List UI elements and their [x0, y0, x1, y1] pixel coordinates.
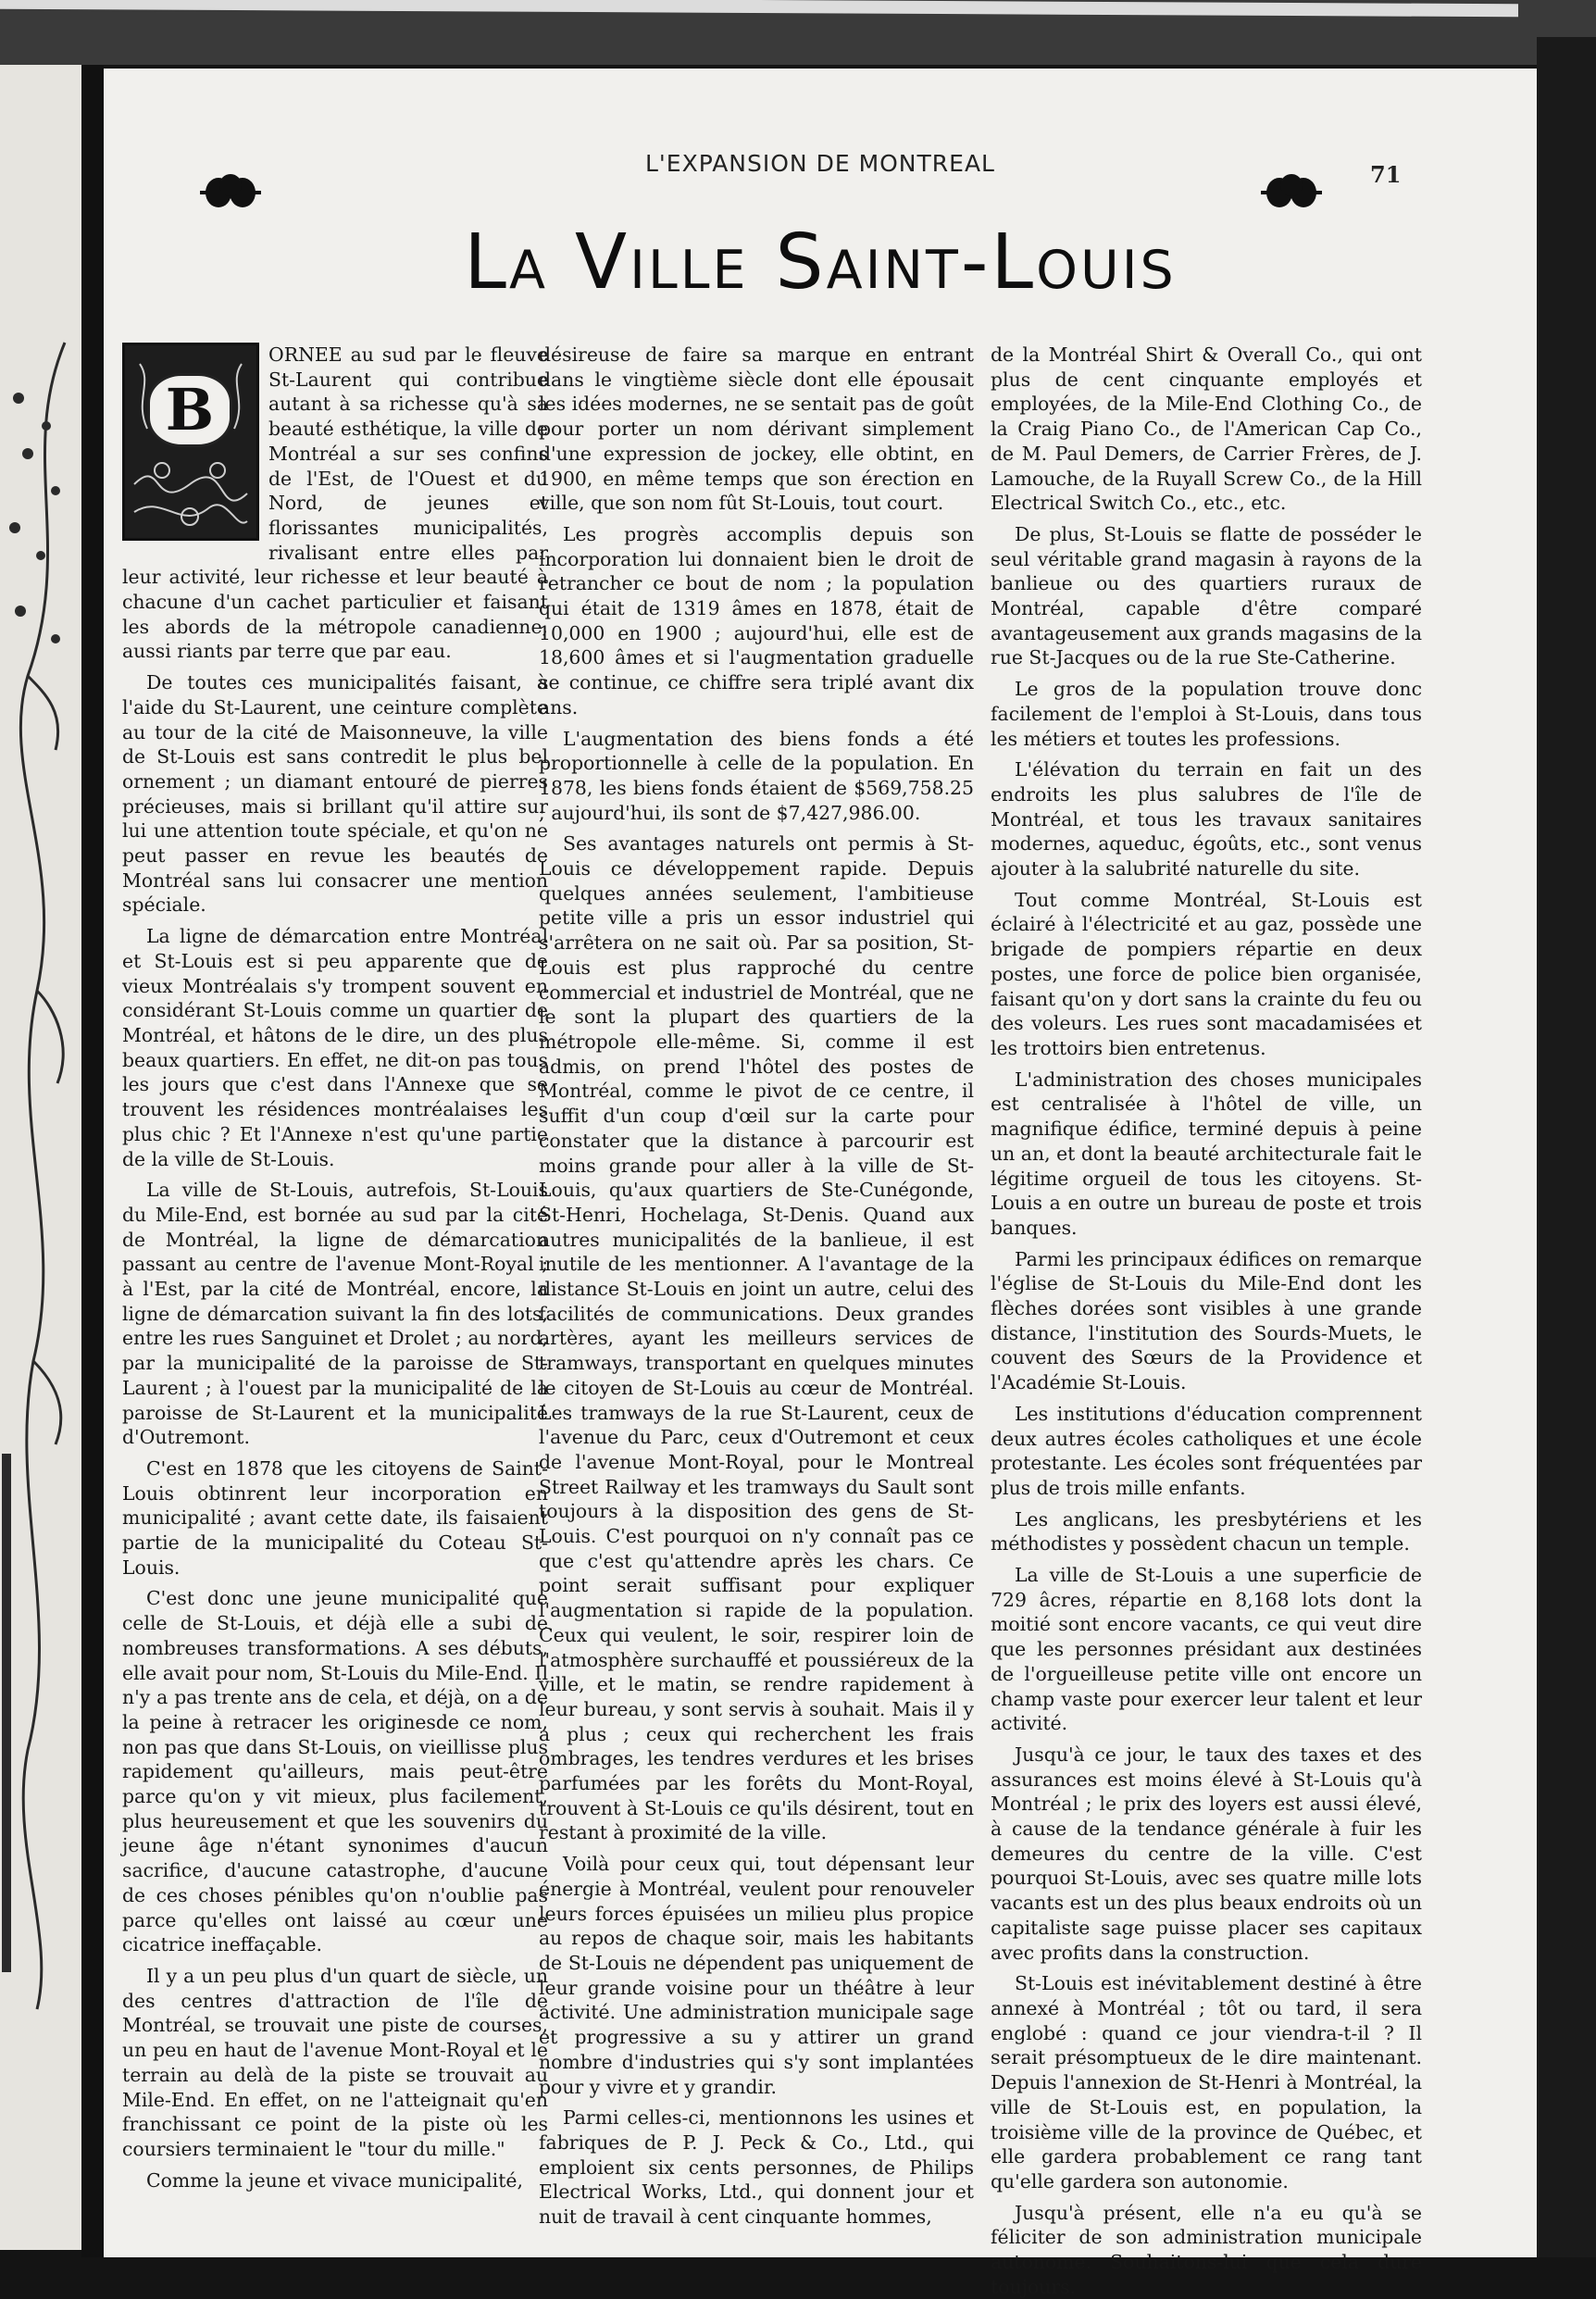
paragraph: ORNEE au sud par le fleuve St-Laurent qui contribue autant à sa richesse qu'à sa beauté esthétique, la ville de Montréal a sur ses confins de l'Est, de l'Ouest et du Nord, de jeunes et florissantes municipalités, rivalisant entre elles par leur activité, leur richesse et leur beauté à chacune d'un cachet particulier et faisant les abords de la métropole canadienne, aussi riants par terre que par eau.	[122, 344, 548, 663]
paragraph: Les anglicans, les presbytériens et les méthodistes y possèdent chacun un temple.	[991, 1507, 1422, 1556]
drop-cap-letter: B	[147, 373, 232, 447]
paragraph: St-Louis est inévitablement destiné à être annexé à Montréal ; tôt ou tard, il sera englobé : quand ce jour viendra-t-il ? Il serait présomptueux de le dire maintenant. Depuis l'annexion de St-Henri à Montréal, la ville de St-Louis est, en population, la troisième ville de la province de Québec, et elle gardera probablement ce rang tant qu'elle gardera son autonomie.	[991, 1972, 1422, 2193]
paragraph: Voilà pour ceux qui, tout dépensant leur énergie à Montréal, veulent pour renouveler leurs forces épuisées un milieu plus propice au repos de chaque soir, mais les habitants de St-Louis ne dépendent pas uniquement de leur grande voisine pour un théâtre à leur activité. Une administration municipale sage et progressive a su y attirer un grand nombre d'industries qui s'y sont implantées pour y vivre et y grandir.	[539, 1853, 974, 2098]
paragraph: Ses avantages naturels ont permis à St-Louis ce développement rapide. Depuis quelques années seulement, l'ambitieuse petite ville a pris un essor industriel qui s'arrêtera on ne sait où. Par sa position, St-Louis est plus rapproché du centre commercial et industriel de Montréal, que ne le sont la plupart des quartiers de la métropole elle-même. Si, comme il est admis, on prend l'hôtel des postes de Montréal, comme le pivot de ce centre, il suffit d'un coup d'œil sur la carte pour constater que la distance à parcourir est moins grande pour aller à la ville de St-Louis, qu'aux quartiers de Ste-Cunégonde, St-Henri, Hochelaga, St-Denis. Quand aux autres municipalités de la banlieue, il est inutile de les mentionner. A l'avantage de la distance St-Louis en joint un autre, celui des facilités de communications. Deux grandes artères, ayant les meilleurs services de tramways, transportant en quelques minutes le citoyen de St-Louis au cœur de Montréal. Les tramways de la rue St-Laurent, ceux de l'avenue du Parc, ceux d'Outremont et ceux de l'avenue Mont-Royal, pour le Montreal Street Railway et les tramways du Sault sont toujours à la disposition des gens de St-Louis. C'est pourquoi on n'y connaît pas ce que c'est qu'attendre après les chars. Ce point serait suffisant pour expliquer l'augmentation si rapide de la population. Ceux qui veulent, le soir, respirer loin de l'atmosphère surchauffé et poussiéreux de la ville, et le matin, se rendre rapidement à leur bureau, y sont servis à souhait. Mais il y a plus ; ceux qui recherchent les frais ombrages, les tendres verdures et les brises parfumées par les forêts du Mont-Royal, trouvent à St-Louis ce qu'ils désirent, tout en restant à proximité de la ville.	[539, 832, 974, 1844]
title-row	[104, 198, 1537, 328]
vine-ornament-icon	[0, 343, 81, 2009]
paragraph: La ville de St-Louis a une superficie de 729 âcres, répartie en 8,168 lots dont la moitié sont encore vacants, ce qui veut dire que les personnes présidant aux destinées de l'orgueilleuse petite ville ont encore un champ vaste pour exercer leur talent et leur activité.	[991, 1564, 1422, 1735]
paragraph: La ligne de démarcation entre Montréal et St-Louis est si peu apparente que de vieux Montréalais s'y trompent souvent en considérant St-Louis comme un quartier de Montréal, et hâtons de le dire, un des plus beaux quartiers. En effet, ne dit-on pas tous les jours que c'est dans l'Annexe que se trouvent les résidences montréalaises les plus chic ? Et l'Annexe n'est qu'une partie de la ville de St-Louis.	[122, 925, 548, 1170]
paragraph: L'administration des choses municipales est centralisée à l'hôtel de ville, un magnifique édifice, terminé depuis à peine un an, et dont la beauté architecturale fait le légitime orgueil de tous les citoyens. St-Louis a en outre un bureau de poste et trois banques.	[991, 1068, 1422, 1239]
paragraph: Tout comme Montréal, St-Louis est éclairé à l'électricité et au gaz, possède une brigade de pompiers répartie en deux postes, une force de police bien organisée, faisant qu'on y dort sans la crainte du feu ou des voleurs. Les rues sont macadamisées et les trottoirs bien entretenus.	[991, 888, 1422, 1059]
paragraph: de la Montréal Shirt & Overall Co., qui ont plus de cent cinquante employés et employées, de la Mile-End Clothing Co., de la Craig Piano Co., de l'American Cap Co., de M. Paul Demers, de Carrier Frères, de J. Lamouche, de la Ruyall Screw Co., de la Hill Electrical Switch Co., etc., etc.	[991, 344, 1422, 515]
paragraph: La ville de St-Louis, autrefois, St-Louis du Mile-End, est bornée au sud par la cité de Montréal, la ligne de démarcation passant au centre de l'avenue Mont-Royal ; à l'Est, par la cité de Montréal, encore, la ligne de démarcation suivant la fin des lots, entre les rues Sanguinet et Drolet ; au nord, par la municipalité de la paroisse de St-Laurent ; à l'ouest par la municipalité de la paroisse de St-Laurent et la municipalité d'Outremont.	[122, 1179, 548, 1449]
paragraph: Parmi celles-ci, mentionnons les usines et fabriques de P. J. Peck & Co., Ltd., qui emploient six cents personnes, de Philips Electrical Works, Ltd., qui donnent jour et nuit de travail à cent cinquante hommes,	[539, 2106, 974, 2229]
article-title: La Ville Saint-Louis	[464, 219, 1177, 306]
paragraph: Comme la jeune et vivace municipalité,	[146, 2168, 523, 2192]
paragraph: C'est donc une jeune municipalité que celle de St-Louis, et déjà elle a subi de nombreuses transformations. A ses débuts, elle avait pour nom, St-Louis du Mile-End. Il n'y a pas trente ans de cela, et déjà, on a de la peine à retracer les originesde ce nom, non pas que dans St-Louis, on vieillisse plus rapidement qu'ailleurs, mais peut-être parce qu'on y vit mieux, plus facilement, plus heureusement et que les souvenirs du jeune âge n'étant synonimes d'aucun sacrifice, d'aucune catastrophe, d'aucune de ces choses pénibles qu'on n'oublie pas parce qu'elles ont laissé au cœur une cicatrice ineffaçable.	[122, 1587, 548, 1956]
page-gutter	[81, 65, 104, 2257]
paragraph: Il y a un peu plus d'un quart de siècle, un des centres d'attraction de l'île de Montréal, se trouvait une piste de courses, un peu en haut de l'avenue Mont-Royal et le terrain au delà de la piste se trouvait au Mile-End. En effet, on ne l'atteignait qu'en franchissant ce point de la piste où les coursiers terminaient le "tour du mille."	[122, 1965, 548, 2160]
paragraph: De toutes ces municipalités faisant, à l'aide du St-Laurent, une ceinture complète au tour de la cité de Maisonneuve, la ville de St-Louis est sans contredit le plus bel ornement ; un diamant entouré de pierres précieuses, mais si brillant qu'il attire sur lui une attention toute spéciale, et qu'on ne peut passer en revue les beautés de Montréal sans lui consacrer une mention spéciale.	[122, 671, 548, 917]
paragraph: C'est en 1878 que les citoyens de Saint-Louis obtinrent leur incorporation en municipalité ; avant cette date, ils faisaient partie de la municipalité du Coteau St-Louis.	[122, 1456, 548, 1579]
running-head: L'EXPANSION DE MONTREAL	[645, 150, 995, 177]
paragraph: L'élévation du terrain en fait un des endroits les plus salubres de l'île de Montréal, et tous les travaux sanitaires modernes, aqueduc, égoûts, etc., sont venus ajouter à la salubrité naturelle du site.	[991, 758, 1422, 881]
paragraph: Les institutions d'éducation comprennent deux autres écoles catholiques et une école protestante. Les écoles sont fréquentées par plus de trois mille enfants.	[991, 1402, 1422, 1499]
scan-border-right	[1537, 37, 1596, 2257]
text-column-2	[539, 343, 974, 2229]
magazine-page	[104, 69, 1537, 2298]
paragraph: De plus, St-Louis se flatte de posséder le seul véritable grand magasin à rayons de la banlieue ou des quartiers ruraux de Montréal, capable d'être comparé avantageusement aux grands magasins de la rue St-Jacques ou de la rue Ste-Catherine.	[991, 522, 1422, 669]
paragraph: Parmi les principaux édifices on remarque l'église de St-Louis du Mile-End dont les flèches dorées sont visibles à une grande distance, l'institution des Sourds-Muets, le couvent des Sœurs de la Providence et l'Académie St-Louis.	[991, 1247, 1422, 1394]
drop-cap-ornament	[122, 343, 259, 541]
paragraph: Les progrès accomplis depuis son incorporation lui donnaient bien le droit de retrancher ce bout de nom ; la population qui était de 1319 âmes en 1878, était de 10,000 en 1900 ; aujourd'hui, elle est de 18,600 âmes et si l'augmentation graduelle se continue, ce chiffre sera triplé avant dix ans.	[539, 522, 974, 718]
facing-page-fragment	[0, 65, 81, 2250]
paragraph: désireuse de faire sa marque en entrant dans le vingtième siècle dont elle épousait les idées modernes, ne se sentait pas de goût pour porter un nom dérivant simplement d'une expression de jockey, elle obtint, en 1900, en même temps que son érection en ville, que son nom fût St-Louis, tout court.	[539, 344, 974, 515]
paragraph: Jusqu'à ce jour, le taux des taxes et des assurances est moins élevé à St-Louis qu'à Montréal ; le prix des loyers est aussi élevé, à cause de la tendance générale à fuir les demeures du centre de la ville. C'est pourquoi St-Louis, avec ses quatre mille lots vacants est un des plus beaux endroits où un capitaliste sage puisse placer ses capitaux avec profits dans la construction.	[991, 1743, 1422, 1964]
paragraph: L'augmentation des biens fonds a été proportionnelle à celle de la population. En 1878, les biens fonds étaient de $569,758.25 ; aujourd'hui, ils sont de $7,427,986.00.	[539, 727, 974, 824]
scan-border-top	[0, 0, 1596, 65]
paragraph: Le gros de la population trouve donc facilement de l'emploi à St-Louis, dans tous les métiers et toutes les professions.	[991, 678, 1422, 750]
page-number: 71	[1370, 161, 1402, 188]
text-column-1	[122, 343, 548, 2213]
text-column-3	[991, 343, 1422, 2298]
paragraph: Jusqu'à présent, elle n'a eu qu'à se féliciter de son administration municipale autonome. Souhaitons-lui que cela dure toujours.	[991, 2201, 1422, 2298]
